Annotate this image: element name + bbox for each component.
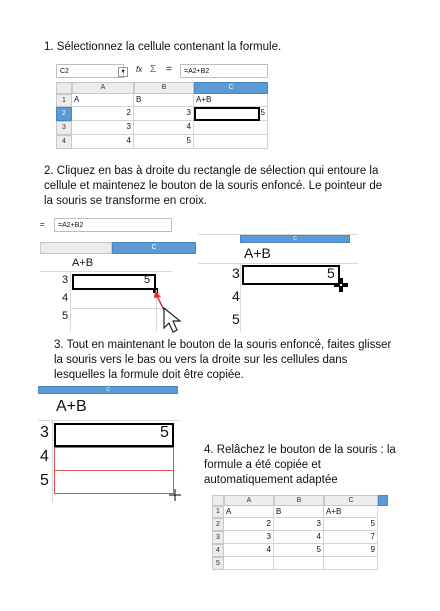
row-header-3[interactable]: 3: [212, 531, 224, 544]
row-header-4[interactable]: 4: [56, 135, 72, 149]
crosshair-cursor-icon: [169, 489, 181, 501]
grid-line: [198, 263, 358, 264]
row-header-3[interactable]: 3: [232, 265, 240, 281]
cell-a1[interactable]: A: [72, 94, 134, 107]
step-2-text: 2. Cliquez en bas à droite du rectangle de sélection qui entoure la cellule et maintenez le bouton de la souris enfoncé. Le pointeur de la souris se transforme en croix.: [44, 165, 383, 207]
selection-rectangle: [242, 265, 340, 285]
cell-b1[interactable]: B: [274, 506, 324, 518]
cell-b4[interactable]: 5: [134, 135, 194, 149]
row-header-3[interactable]: 3: [56, 121, 72, 135]
row-header-1[interactable]: 1: [56, 94, 72, 107]
formula-input[interactable]: =A2+B2: [54, 218, 172, 232]
cell-a3[interactable]: 3: [224, 531, 274, 544]
cell-c2[interactable]: 5: [324, 518, 378, 531]
step-3-text: 3. Tout en maintenant le bouton de la souris enfoncé, faites glisser la souris vers le bas ou vers la droite sur les cellules dans lesquelles la formule doit être copiée.: [54, 339, 392, 381]
cell-c1[interactable]: A+B: [194, 94, 268, 107]
row-header-2[interactable]: 2: [56, 107, 72, 121]
column-header-b[interactable]: B: [134, 82, 194, 94]
cell-b2[interactable]: 3: [134, 107, 194, 121]
cell-a4[interactable]: 4: [72, 135, 134, 149]
name-box[interactable]: C2: [56, 64, 124, 78]
cell-c3-value: 5: [160, 424, 169, 441]
cell-c1-header[interactable]: A+B: [244, 245, 271, 261]
row-header-divider: [70, 272, 71, 332]
cell-c1[interactable]: A+B: [324, 506, 378, 518]
column-header-a[interactable]: A: [224, 495, 274, 506]
cell-c5[interactable]: [324, 557, 378, 570]
cell-c4[interactable]: [194, 135, 268, 149]
cell-b2[interactable]: 3: [274, 518, 324, 531]
cell-a2[interactable]: 2: [72, 107, 134, 121]
row-header-5[interactable]: 5: [62, 310, 69, 322]
formula-input[interactable]: =A2+B2: [180, 64, 268, 78]
selection-rectangle: [194, 107, 260, 121]
function-wizard-icon[interactable]: fx: [136, 65, 143, 74]
row-header-divider: [240, 263, 241, 332]
corner-cell[interactable]: [56, 82, 72, 94]
column-header-c[interactable]: C: [240, 235, 350, 243]
sum-icon[interactable]: Σ: [150, 64, 157, 75]
cell-a2[interactable]: 2: [224, 518, 274, 531]
cell-b5[interactable]: [274, 557, 324, 570]
corner-cell[interactable]: [212, 495, 224, 506]
row-header-2[interactable]: 2: [212, 518, 224, 531]
grid-line: [38, 420, 180, 421]
selection-rectangle: [54, 423, 174, 447]
grid-line: [40, 271, 172, 272]
cell-c3[interactable]: 7: [324, 531, 378, 544]
cell-a4[interactable]: 4: [224, 544, 274, 557]
row-header-5[interactable]: 5: [232, 311, 240, 327]
row-header-5[interactable]: 5: [40, 472, 49, 489]
spreadsheet-step3: [38, 386, 180, 502]
step-4-text: 4. Relâchez le bouton de la souris : la formule a été copiée et automatiquement adaptée: [204, 444, 396, 486]
column-header-a[interactable]: A: [72, 82, 134, 94]
cell-b1[interactable]: B: [134, 94, 194, 107]
column-header-c[interactable]: C: [112, 242, 196, 254]
column-header-c[interactable]: C: [38, 386, 178, 394]
crosshair-cursor-icon: [334, 278, 348, 292]
column-header-c[interactable]: C: [324, 495, 378, 506]
cell-b3[interactable]: 4: [134, 121, 194, 135]
cell-c1-header[interactable]: A+B: [72, 257, 94, 269]
cell-a5[interactable]: [224, 557, 274, 570]
equals-icon[interactable]: =: [166, 64, 172, 75]
row-header-4[interactable]: 4: [62, 292, 69, 304]
cell-c4[interactable]: 9: [324, 544, 378, 557]
arrow-cursor-icon: [150, 284, 190, 334]
row-header-5[interactable]: 5: [212, 557, 224, 570]
step-1-text: 1. Sélectionnez la cellule contenant la formule.: [44, 41, 282, 53]
spreadsheet-step1: [56, 64, 268, 154]
cell-c3[interactable]: [194, 121, 268, 135]
cell-a3[interactable]: 3: [72, 121, 134, 135]
column-header-b-partial[interactable]: [40, 242, 112, 254]
row-header-divider: [52, 420, 53, 502]
cell-c3-value: 5: [327, 265, 335, 281]
cell-b4[interactable]: 5: [274, 544, 324, 557]
cell-c1-header[interactable]: A+B: [56, 398, 87, 415]
cell-b3[interactable]: 4: [274, 531, 324, 544]
column-header-c[interactable]: C: [194, 82, 268, 94]
row-header-3[interactable]: 3: [40, 424, 49, 441]
row-header-4[interactable]: 4: [212, 544, 224, 557]
name-box-dropdown-icon[interactable]: ▾: [118, 67, 128, 77]
spreadsheet-step4: [212, 495, 388, 573]
row-header-1[interactable]: 1: [212, 506, 224, 518]
column-header-d-partial[interactable]: [378, 495, 388, 506]
row-header-4[interactable]: 4: [40, 448, 49, 465]
column-header-b[interactable]: B: [274, 495, 324, 506]
cell-c3-value: 5: [144, 274, 151, 286]
equals-icon: =: [40, 220, 45, 229]
grid-line: [54, 470, 174, 471]
cell-a1[interactable]: A: [224, 506, 274, 518]
cell-c2[interactable]: 5: [194, 107, 268, 121]
row-header-3[interactable]: 3: [62, 274, 69, 286]
spreadsheet-step2-right: [198, 218, 358, 332]
row-header-4[interactable]: 4: [232, 288, 240, 304]
